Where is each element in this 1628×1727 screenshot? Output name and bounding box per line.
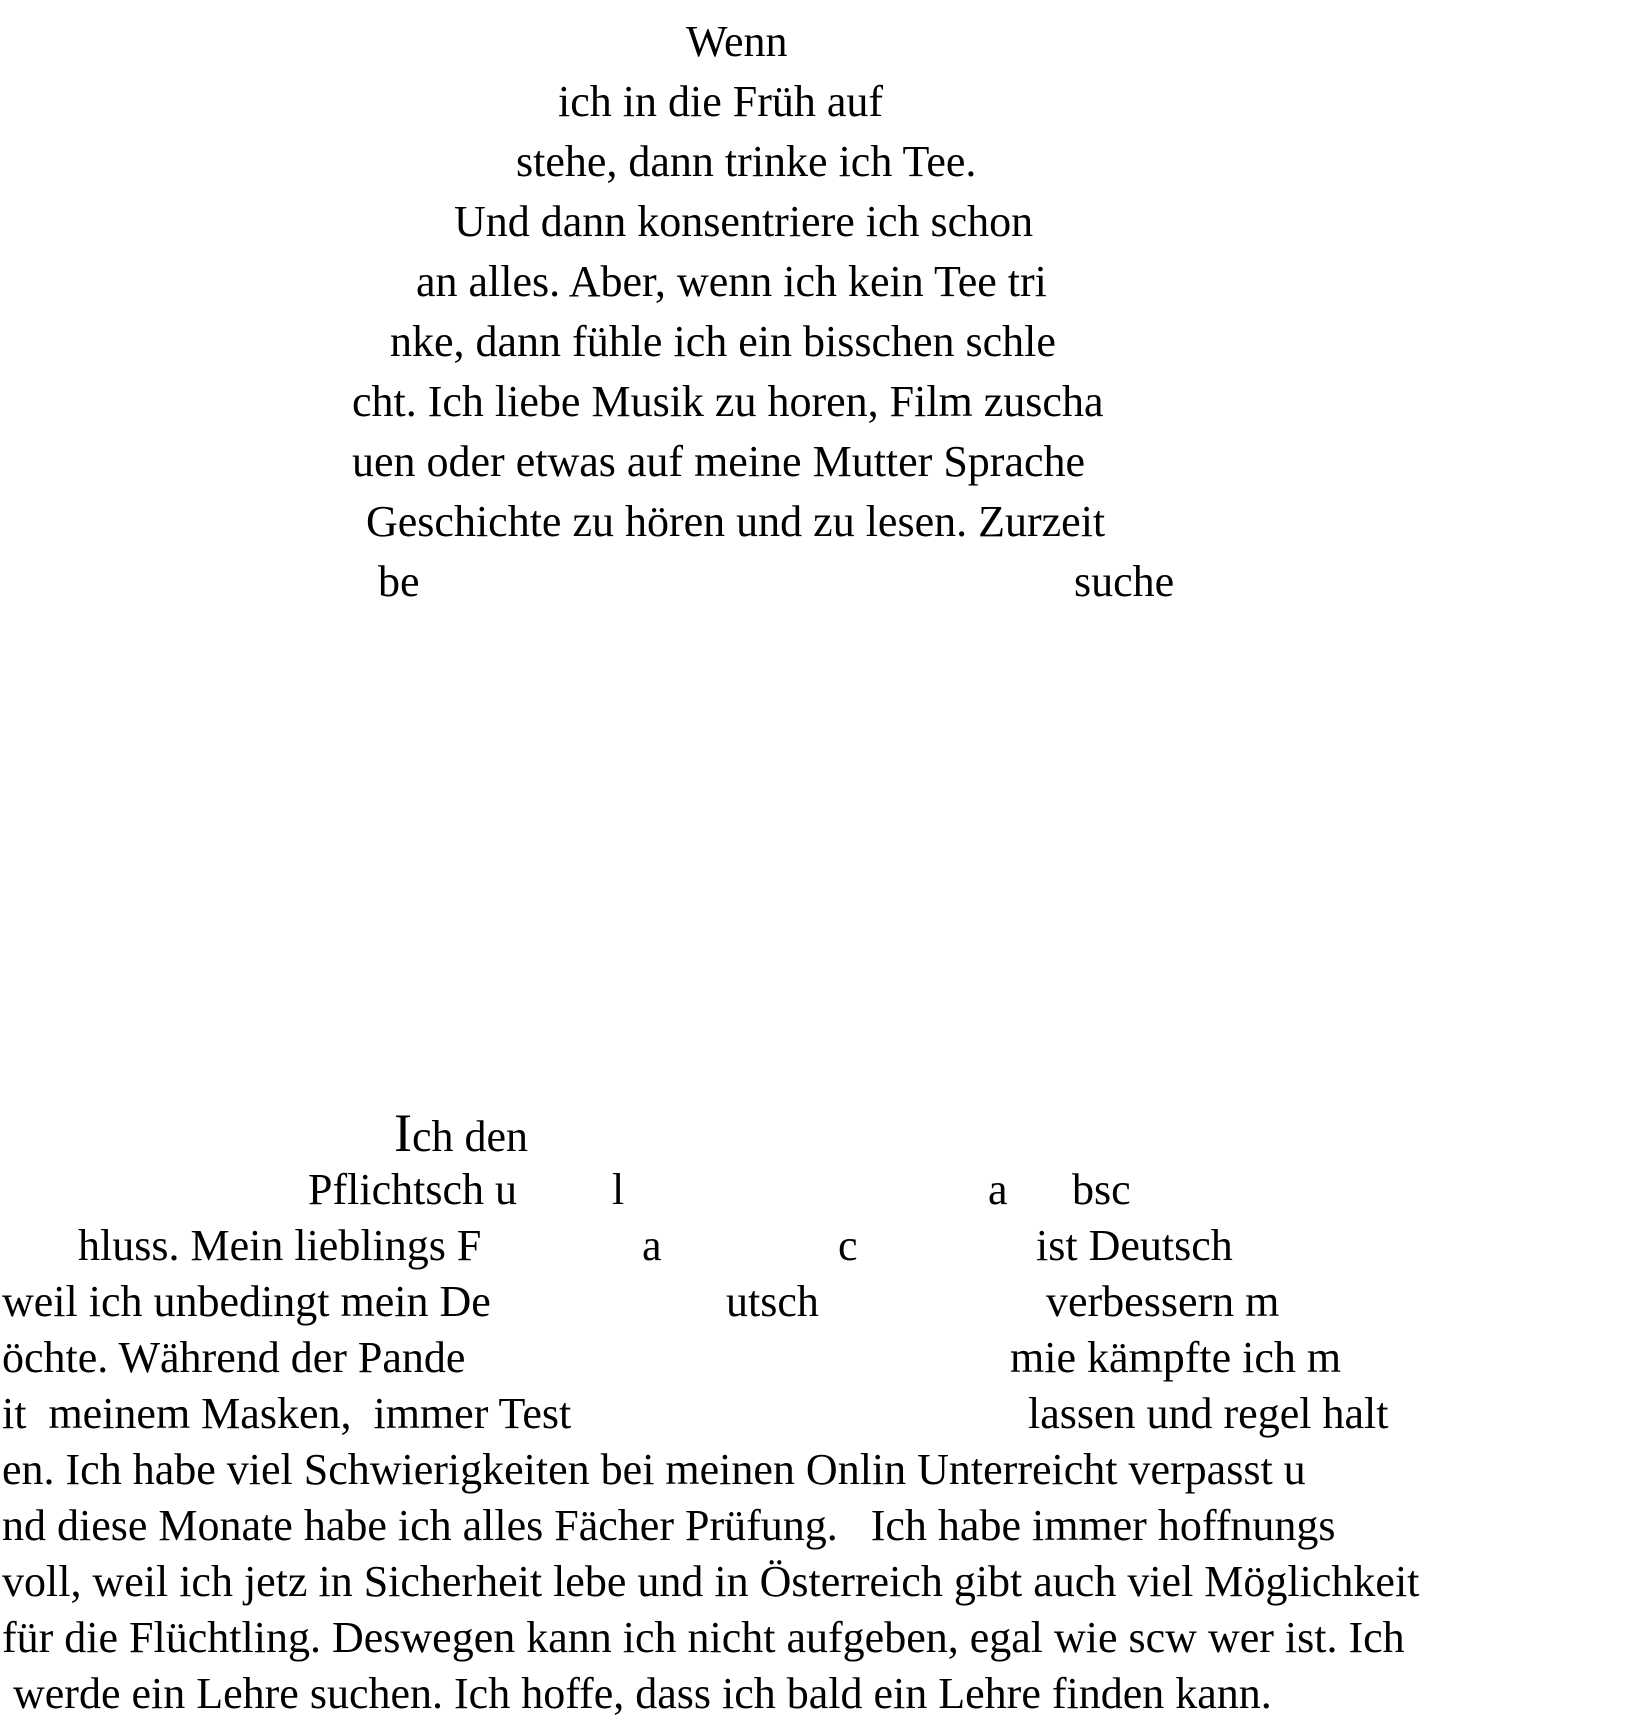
poem-line: Und dann konsentriere ich schon <box>454 197 1034 246</box>
poem-fragment: l <box>612 1165 625 1214</box>
poem-line: stehe, dann trinke ich Tee. <box>516 137 977 186</box>
poem-line: cht. Ich liebe Musik zu horen, Film zuscha <box>352 377 1104 426</box>
poem-fragment: lassen und regel halt <box>1028 1389 1389 1438</box>
poem-line: für die Flüchtling. Deswegen kann ich nicht aufgeben, egal wie scw wer ist. Ich <box>2 1613 1405 1662</box>
poem-fragment: a <box>642 1221 662 1270</box>
poem-line: öchte. Während der Pande <box>2 1333 466 1382</box>
poem-line: nke, dann fühle ich ein bisschen schle <box>390 317 1056 366</box>
poem-fragment: a <box>988 1165 1008 1214</box>
poem-line: ich in die Früh auf <box>558 77 884 126</box>
poem-line: voll, weil ich jetz in Sicherheit lebe und in Österreich gibt auch viel Möglichkeit <box>2 1557 1420 1606</box>
poem-line: an alles. Aber, wenn ich kein Tee tri <box>416 257 1047 306</box>
poem-fragment: mie kämpfte ich m <box>1010 1333 1342 1382</box>
poem-line: suche <box>1074 557 1175 606</box>
poem-line: en. Ich habe viel Schwierigkeiten bei meinen Onlin Unterreicht verpasst u <box>2 1445 1306 1494</box>
poem-line: nd diese Monate habe ich alles Fächer Prüfung. Ich habe immer hoffnungs <box>2 1501 1336 1550</box>
poem-fragment: ist Deutsch <box>1036 1221 1233 1270</box>
poem-fragment: utsch <box>726 1277 819 1326</box>
poem-line: Pflichtsch u <box>308 1165 517 1214</box>
initial-letter: I <box>394 1103 412 1163</box>
poem-line: Geschichte zu hören und zu lesen. Zurzeit <box>366 497 1106 546</box>
poem-text: ch den <box>411 1112 529 1161</box>
poem-line: weil ich unbedingt mein De <box>2 1277 491 1326</box>
poem-line: Wenn <box>686 17 788 66</box>
poem-fragment: c <box>838 1221 858 1270</box>
poem-line: be <box>378 557 420 606</box>
poem-line: it meinem Masken, immer Test <box>2 1389 572 1438</box>
poem-fragment: bsc <box>1072 1165 1131 1214</box>
poem-line: uen oder etwas auf meine Mutter Sprache <box>352 437 1086 486</box>
poem-line: hluss. Mein lieblings F <box>78 1221 482 1270</box>
poem-line: werde ein Lehre suchen. Ich hoffe, dass ich bald ein Lehre finden kann. <box>2 1669 1272 1718</box>
poem-line <box>394 1103 529 1163</box>
poem-fragment: verbessern m <box>1046 1277 1280 1326</box>
